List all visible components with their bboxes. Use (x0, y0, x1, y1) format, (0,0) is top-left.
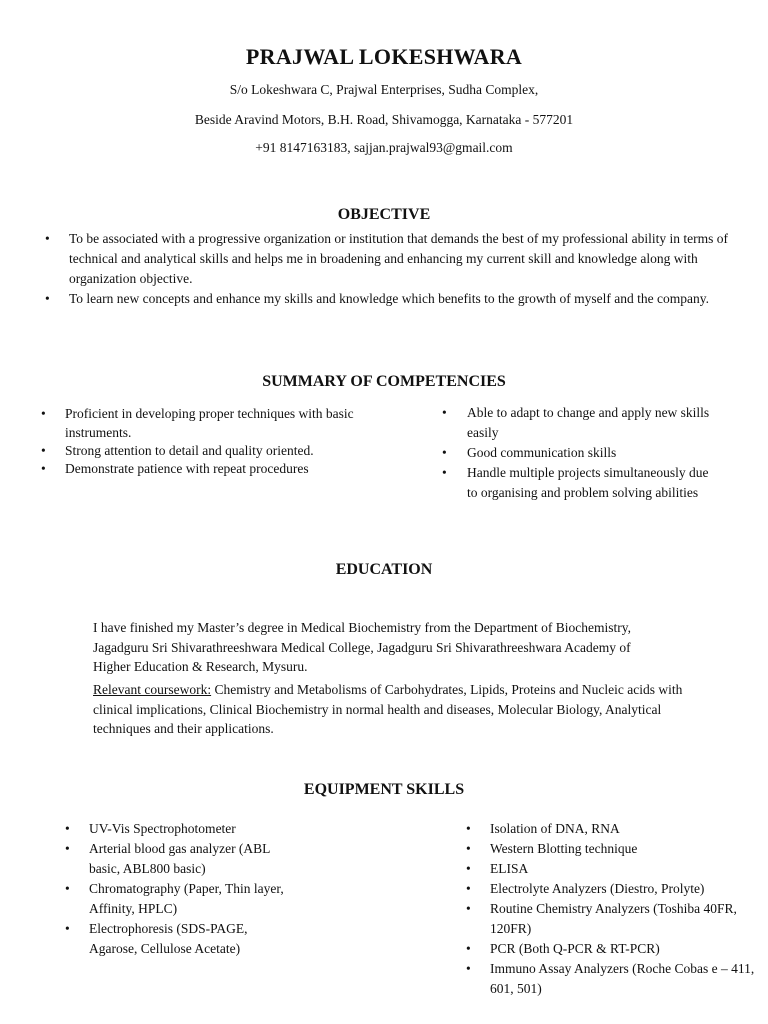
competency-item: • Handle multiple projects simultaneously due to organising and problem solving abilities (442, 465, 709, 500)
equipment-left-list (65, 819, 289, 959)
equipment-right-list (466, 819, 760, 999)
objective-heading: OBJECTIVE (337, 206, 431, 223)
equipment-item: • Routine Chemistry Analyzers (Toshiba 40FR, 120FR) (466, 901, 737, 936)
equipment-item: • Chromatography (Paper, Thin layer, Affinity, HPLC) (65, 881, 284, 916)
equipment-item: • UV-Vis Spectrophotometer (65, 821, 236, 836)
competencies-left-list (41, 404, 375, 477)
competency-item: • Good communication skills (442, 445, 617, 460)
equipment-item: • Electrophoresis (SDS-PAGE, Agarose, Cellulose Acetate) (65, 921, 248, 956)
competencies-heading: SUMMARY OF COMPETENCIES (262, 373, 506, 390)
coursework-text: Chemistry and Metabolisms of Carbohydrates, Lipids, Proteins and Nucleic acids with clinical implications, Clinical Biochemistry in normal health and diseases, Molecular Biology, Analytical techniques and their applications. (93, 682, 683, 736)
equipment-item: • Isolation of DNA, RNA (466, 821, 620, 836)
address-line-2: Beside Aravind Motors, B.H. Road, Shivamogga, Karnataka - 577201 (194, 112, 574, 127)
address-line-1: S/o Lokeshwara C, Prajwal Enterprises, Sudha Complex, (229, 82, 539, 97)
competencies-right-list (442, 403, 717, 503)
equipment-heading: EQUIPMENT SKILLS (303, 781, 465, 798)
equipment-item: • PCR (Both Q-PCR & RT-PCR) (466, 941, 660, 956)
objective-item: • To learn new concepts and enhance my skills and knowledge which benefits to the growth of myself and the company. (45, 291, 709, 306)
equipment-item: • Arterial blood gas analyzer (ABL basic, ABL800 basic) (65, 841, 270, 876)
competency-item: • Able to adapt to change and apply new skills easily (442, 405, 710, 440)
equipment-item: • ELISA (466, 861, 529, 876)
education-heading: EDUCATION (335, 561, 433, 578)
objective-item: • To be associated with a progressive organization or institution that demands the best of my professional ability in terms of technical and analytical skills and helps me in broadening and enhancing my current skill and knowledge along with organization objective. (45, 231, 729, 286)
education-paragraph: I have finished my Master’s degree in Medical Biochemistry from the Department of Biochemistry, Jagadguru Sri Shivarathreeshwara Medical College, Jagadguru Sri Shivarathreeshwara Academy of Higher Education & Research, Mysuru. (93, 620, 631, 674)
equipment-item: • Immuno Assay Analyzers (Roche Cobas e – 411, 601, 501) (466, 961, 755, 996)
competency-item: • Demonstrate patience with repeat procedures (41, 460, 309, 476)
equipment-item: • Western Blotting technique (466, 841, 638, 856)
competency-item: • Strong attention to detail and quality oriented. (41, 443, 314, 458)
contact-line: +91 8147163183, sajjan.prajwal93@gmail.com (255, 140, 513, 155)
coursework-label: Relevant coursework: (93, 682, 212, 697)
equipment-item: • Electrolyte Analyzers (Diestro, Prolyte) (466, 881, 705, 896)
objective-list (45, 229, 761, 309)
coursework-paragraph (93, 680, 693, 739)
competency-item: • Proficient in developing proper techniques with basic instruments. (41, 406, 354, 440)
candidate-name: PRAJWAL LOKESHWARA (245, 44, 523, 69)
